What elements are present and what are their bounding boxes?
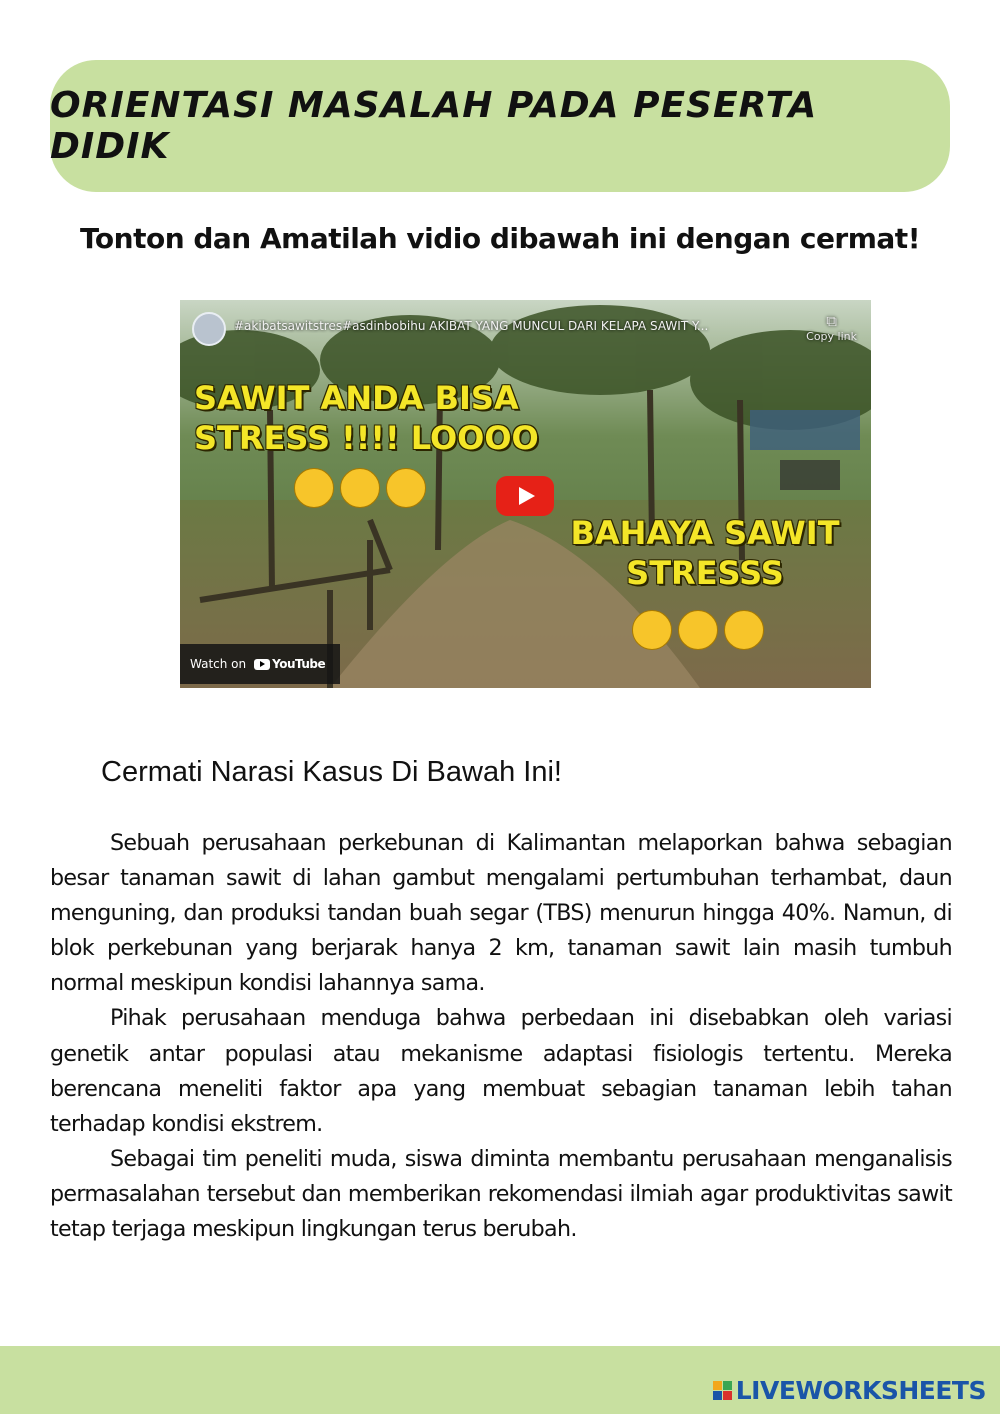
copy-icon: ⧉	[826, 312, 837, 330]
video-embed[interactable]	[180, 300, 871, 688]
overlay-top-line-2: STRESS !!!! LOOOO	[194, 419, 539, 457]
page-title: ORIENTASI MASALAH PADA PESERTA DIDIK	[50, 85, 818, 167]
overlay-text-bottom	[550, 513, 860, 593]
youtube-play-icon	[254, 659, 270, 670]
case-paragraph: Sebagai tim peneliti muda, siswa diminta membantu perusahaan menganalisis permasalahan tersebut dan memberikan rekomendasi ilmiah agar produktivitas sawit tetap terjaga meskipun lingkungan terus berubah.	[50, 1145, 952, 1243]
crying-emoji-row	[632, 610, 764, 650]
copy-link-label: Copy link	[806, 330, 857, 343]
watch-on-label: Watch on	[190, 657, 247, 671]
overlay-top-line-1: SAWIT ANDA BISA	[194, 379, 519, 417]
shocked-emoji-row	[294, 468, 426, 508]
overlay-text-top	[194, 378, 539, 458]
shocked-face-icon	[386, 468, 426, 508]
overlay-bottom-line-2: STRESSS	[626, 554, 784, 592]
overlay-bottom-line-1: BAHAYA SAWIT	[570, 514, 840, 552]
channel-avatar[interactable]	[192, 312, 226, 346]
play-button[interactable]	[496, 476, 554, 516]
brand-label: LIVEWORKSHEETS	[735, 1376, 986, 1405]
liveworksheets-blocks-icon	[713, 1381, 732, 1400]
liveworksheets-logo[interactable]	[713, 1376, 986, 1405]
crying-face-icon	[632, 610, 672, 650]
youtube-logo: YouTube	[254, 657, 325, 671]
video-instruction: Tonton dan Amatilah vidio dibawah ini dengan cermat!	[80, 222, 920, 255]
case-paragraph: Pihak perusahaan menduga bahwa perbedaan ini disebabkan oleh variasi genetik antar populasi atau mekanisme adaptasi fisiologis tertentu. Mereka berencana meneliti faktor apa yang membuat sebagian tanaman lebih tahan terhadap kondisi ekstrem.	[50, 1005, 952, 1137]
crying-face-icon	[678, 610, 718, 650]
video-title[interactable]: #akibatsawitstres#asdinbobihu AKIBAT YANG MUNCUL DARI KELAPA SAWIT Y...	[234, 319, 709, 333]
crying-face-icon	[724, 610, 764, 650]
case-narrative	[50, 826, 952, 1247]
case-heading: Cermati Narasi Kasus Di Bawah Ini!	[101, 756, 562, 788]
copy-link-button[interactable]	[806, 312, 857, 343]
watch-on-youtube-button[interactable]	[180, 644, 340, 684]
case-paragraph: Sebuah perusahaan perkebunan di Kalimantan melaporkan bahwa sebagian besar tanaman sawit di lahan gambut mengalami pertumbuhan terhambat, daun menguning, dan produksi tandan buah segar (TBS) menurun hingga 40%. Namun, di blok perkebunan yang berjarak hanya 2 km, tanaman sawit lain masih tumbuh normal meskipun kondisi lahannya sama.	[50, 830, 952, 997]
shocked-face-icon	[294, 468, 334, 508]
shocked-face-icon	[340, 468, 380, 508]
title-banner	[50, 60, 950, 192]
